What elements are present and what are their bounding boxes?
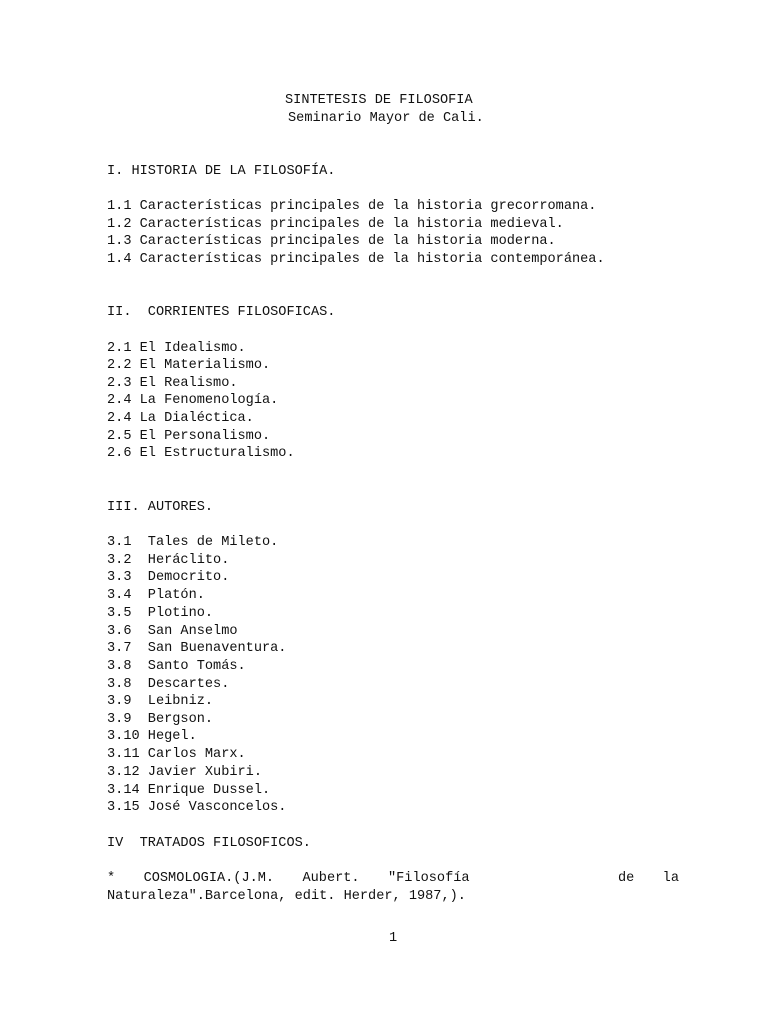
list-item: 3.1 Tales de Mileto. [107, 535, 279, 550]
section-heading-corrientes: II. CORRIENTES FILOSOFICAS. [107, 305, 336, 320]
bibliography-entry-line-1 [107, 871, 679, 887]
biblio-word: "Filosofía [387, 871, 470, 886]
list-item: 3.6 San Anselmo [107, 624, 238, 639]
document-subtitle: Seminario Mayor de Cali. [288, 111, 484, 126]
list-item: 3.12 Javier Xubiri. [107, 765, 262, 780]
list-item: 2.1 El Idealismo. [107, 341, 246, 356]
list-item: 1.4 Características principales de la historia contemporánea. [107, 252, 605, 267]
list-item: 3.9 Leibniz. [107, 694, 214, 709]
biblio-word: de [617, 871, 635, 886]
list-item: 3.2 Heráclito. [107, 553, 230, 568]
list-item: 3.8 Descartes. [107, 677, 230, 692]
bullet-asterisk: * [107, 871, 116, 886]
list-item: 1.1 Características principales de la historia grecorromana. [107, 199, 597, 214]
list-item: 3.9 Bergson. [107, 712, 214, 727]
list-item: 1.2 Características principales de la historia medieval. [107, 217, 564, 232]
biblio-word: COSMOLOGIA.(J.M. [143, 871, 275, 886]
section-heading-autores: III. AUTORES. [107, 500, 214, 515]
bibliography-entry-line-2: Naturaleza".Barcelona, edit. Herder, 1987,). [107, 889, 466, 904]
list-item: 2.3 El Realismo. [107, 376, 238, 391]
list-item: 2.2 El Materialismo. [107, 358, 271, 373]
list-item: 2.6 El Estructuralismo. [107, 446, 295, 461]
list-item: 2.5 El Personalismo. [107, 429, 271, 444]
list-item: 3.10 Hegel. [107, 729, 197, 744]
section-heading-tratados: IV TRATADOS FILOSOFICOS. [107, 836, 311, 851]
section-heading-historia: I. HISTORIA DE LA FILOSOFÍA. [107, 164, 336, 179]
list-item: 3.3 Democrito. [107, 570, 230, 585]
biblio-word: la [662, 871, 679, 886]
list-item: 3.14 Enrique Dussel. [107, 783, 271, 798]
list-item: 3.11 Carlos Marx. [107, 747, 246, 762]
list-item: 2.4 La Dialéctica. [107, 411, 254, 426]
biblio-word: Aubert. [302, 871, 360, 886]
list-item: 3.5 Plotino. [107, 606, 214, 621]
document-title: SINTETESIS DE FILOSOFIA [285, 93, 473, 108]
list-item: 1.3 Características principales de la historia moderna. [107, 234, 556, 249]
list-item: 3.4 Platón. [107, 588, 205, 603]
list-item: 3.7 San Buenaventura. [107, 641, 287, 656]
list-item: 3.15 José Vasconcelos. [107, 800, 287, 815]
list-item: 2.4 La Fenomenología. [107, 393, 279, 408]
page-number: 1 [389, 931, 398, 946]
list-item: 3.8 Santo Tomás. [107, 659, 246, 674]
